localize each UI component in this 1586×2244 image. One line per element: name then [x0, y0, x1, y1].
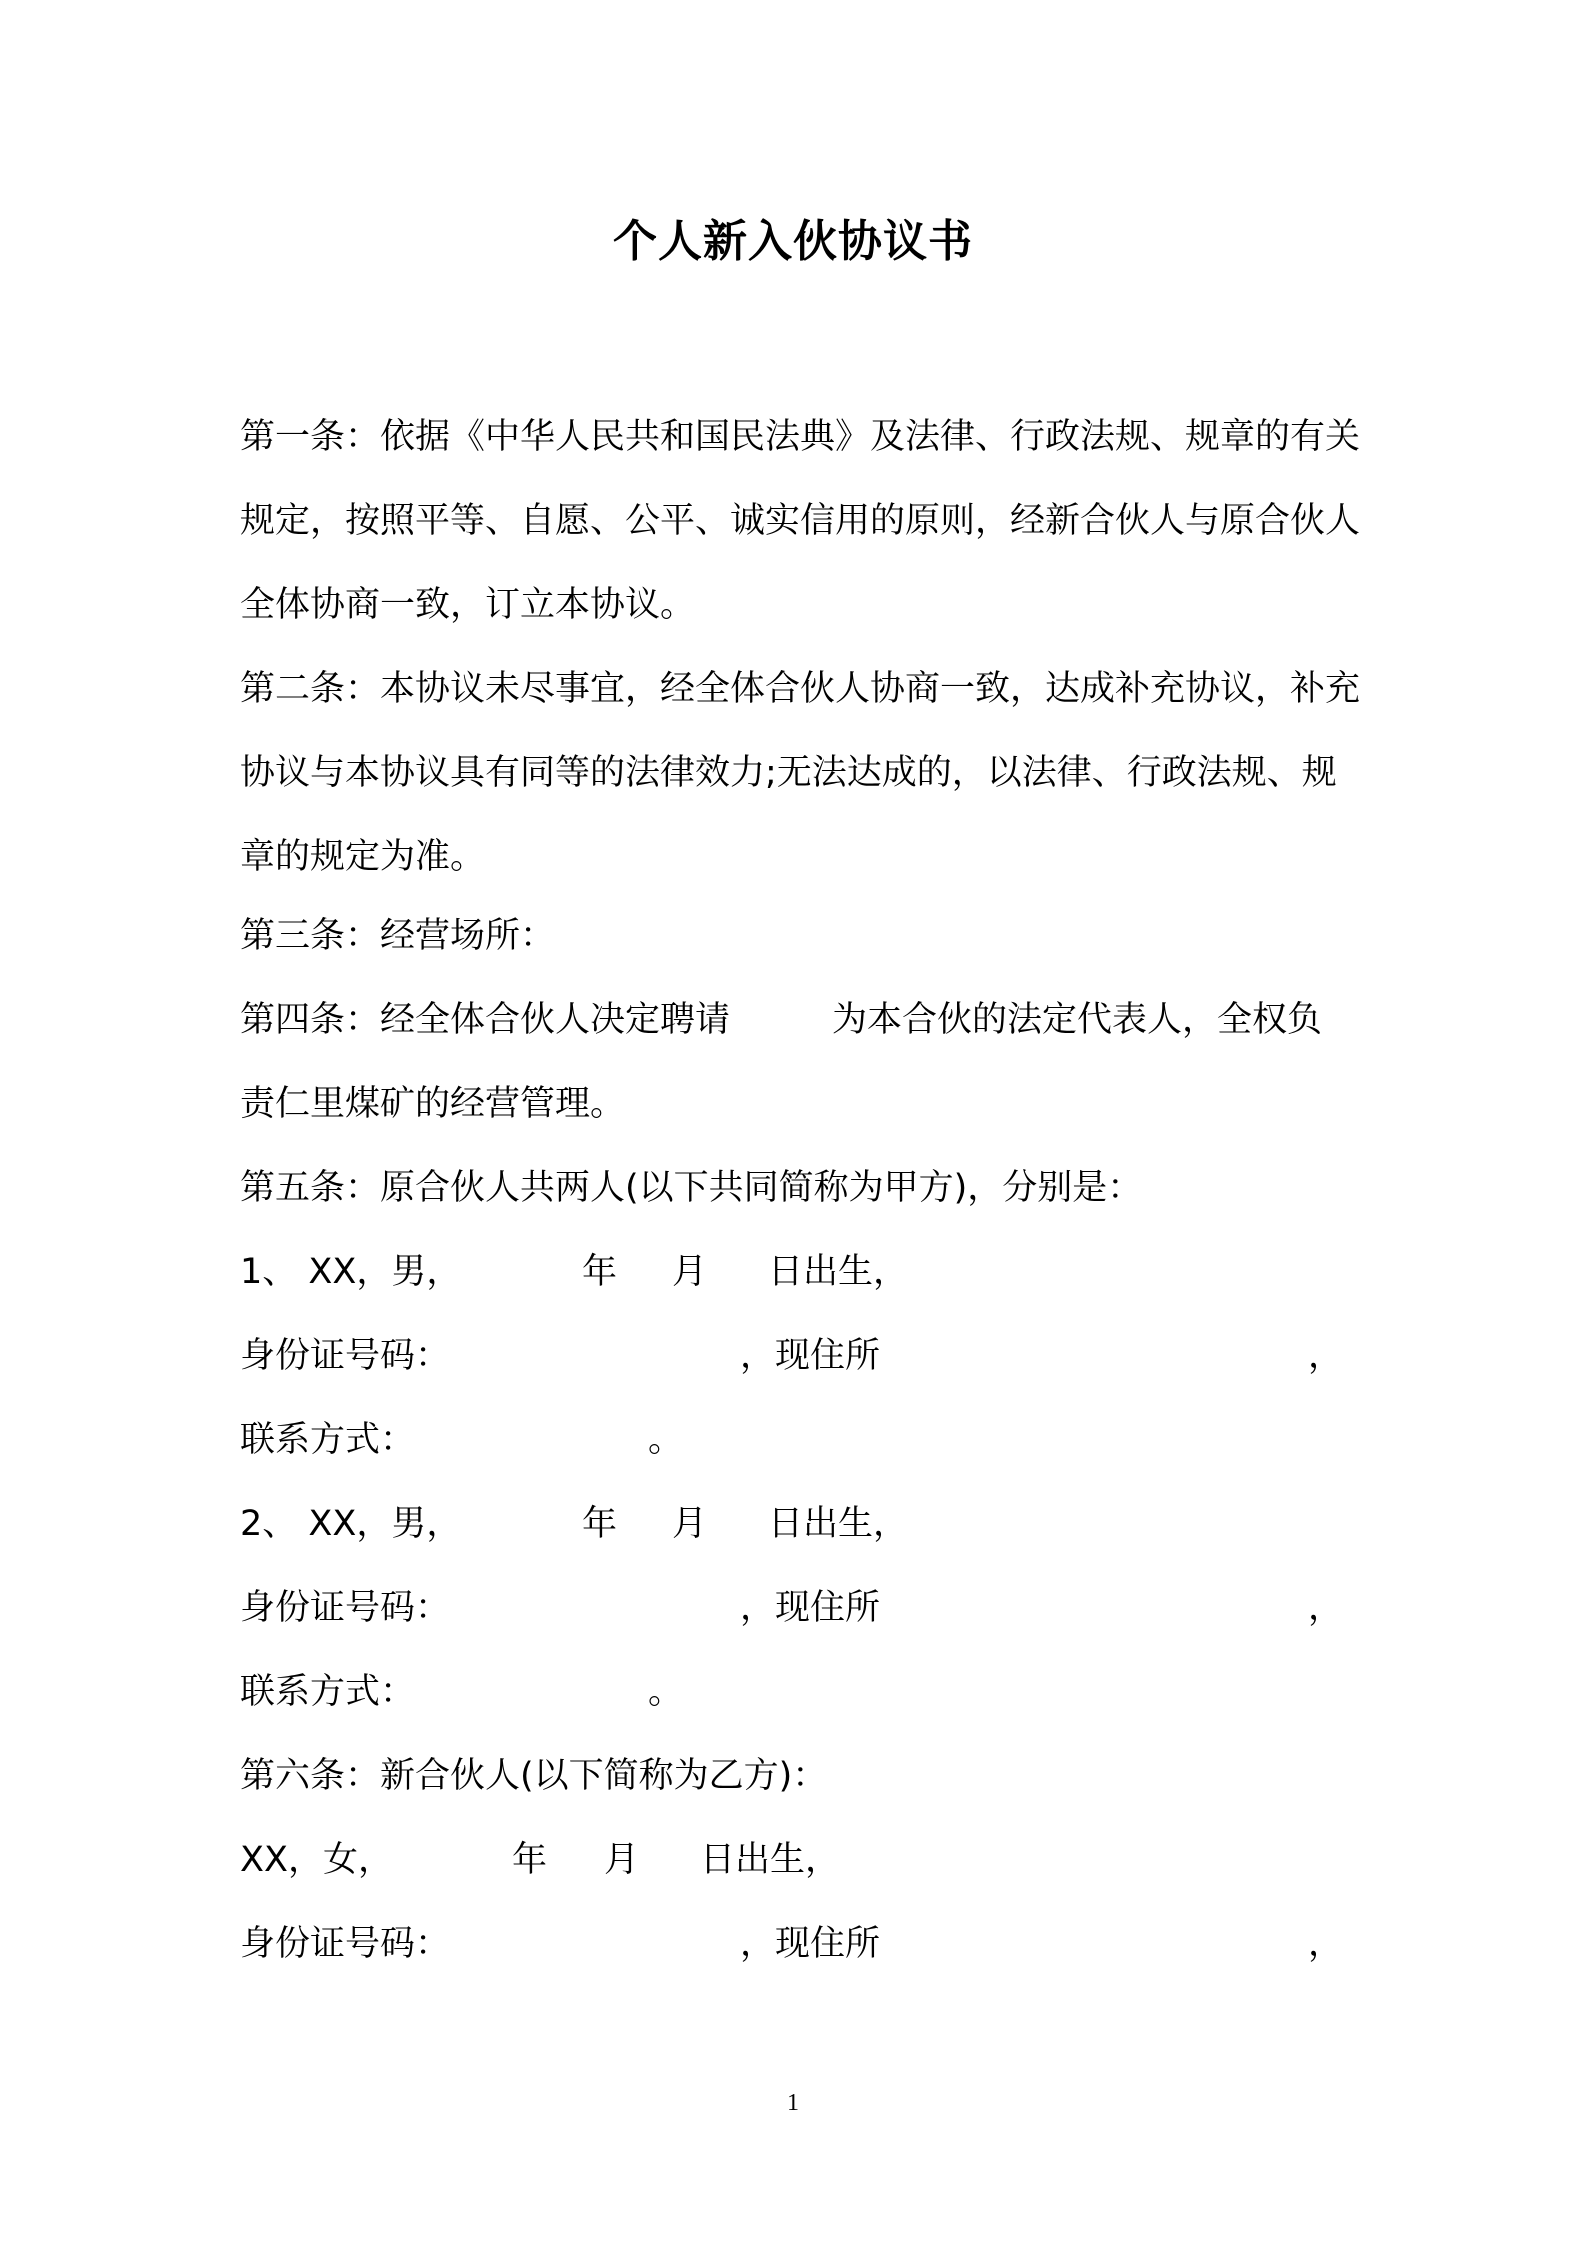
- partner-1-contact-label: 联系方式：: [240, 1420, 416, 1460]
- article-6: 第六条：新合伙人(以下简称为乙方)：: [240, 1756, 828, 1796]
- new-partner-prefix: XX，女，: [240, 1840, 393, 1880]
- partner-1-address-label: ，现住所: [740, 1336, 881, 1376]
- article-2: 第二条：本协议未尽事宜，经全体合伙人协商一致，达成补充协议，补充协议与本协议具有同等的法律效力;无法达成的，以法律、行政法规、规章的规定为准。: [240, 669, 1361, 877]
- partner-1-end-mark: 。: [648, 1420, 684, 1460]
- new-partner-birth-line: [240, 1830, 1360, 1890]
- document-title: 个人新入伙协议书: [613, 216, 973, 267]
- partner-2-birth-line: [240, 1494, 1360, 1554]
- partner-2-contact-line: [240, 1662, 1360, 1722]
- article-4-line-2: 责仁里煤矿的经营管理。: [240, 1084, 626, 1124]
- article-4-part-2: 为本合伙的法定代表人，全权负: [832, 1000, 1323, 1040]
- partner-1-day-born: 日出生，: [768, 1252, 909, 1292]
- partner-1-month: 月: [672, 1252, 708, 1292]
- partner-1-id-label: 身份证号码：: [240, 1336, 451, 1376]
- article-1: 第一条：依据《中华人民共和国民法典》及法律、行政法规、规章的有关规定，按照平等、自愿、公平、诚实信用的原则，经新合伙人与原合伙人全体协商一致，订立本协议。: [240, 417, 1361, 625]
- partner-2-address-label: ，现住所: [740, 1588, 881, 1628]
- partner-1-id-line: [240, 1326, 1360, 1386]
- partner-2-day-born: 日出生，: [768, 1504, 909, 1544]
- partner-1-prefix: 1、 XX，男，: [240, 1252, 462, 1292]
- partner-2-contact-label: 联系方式：: [240, 1672, 416, 1712]
- new-partner-trailing-comma: ，: [1308, 1924, 1344, 1964]
- new-partner-month: 月: [604, 1840, 640, 1880]
- article-5: 第五条：原合伙人共两人(以下共同简称为甲方)，分别是：: [240, 1168, 1143, 1208]
- new-partner-address-label: ，现住所: [740, 1924, 881, 1964]
- partner-2-year: 年: [582, 1504, 618, 1544]
- article-4-part-1: 第四条：经全体合伙人决定聘请: [240, 1000, 731, 1040]
- partner-2-id-label: 身份证号码：: [240, 1588, 451, 1628]
- new-partner-day-born: 日出生，: [700, 1840, 841, 1880]
- partner-1-birth-line: [240, 1242, 1360, 1302]
- partner-1-trailing-comma: ，: [1308, 1336, 1344, 1376]
- partner-1-year: 年: [582, 1252, 618, 1292]
- new-partner-year: 年: [512, 1840, 548, 1880]
- partner-2-month: 月: [672, 1504, 708, 1544]
- new-partner-id-label: 身份证号码：: [240, 1924, 451, 1964]
- partner-2-end-mark: 。: [648, 1672, 684, 1712]
- new-partner-id-line: [240, 1914, 1360, 1974]
- partner-2-trailing-comma: ，: [1308, 1588, 1344, 1628]
- page-number: 1: [787, 2090, 799, 2116]
- article-3: 第三条：经营场所：: [240, 916, 556, 956]
- partner-2-prefix: 2、 XX，男，: [240, 1504, 462, 1544]
- partner-2-id-line: [240, 1578, 1360, 1638]
- partner-1-contact-line: [240, 1410, 1360, 1470]
- article-4-line-1: [240, 990, 1360, 1050]
